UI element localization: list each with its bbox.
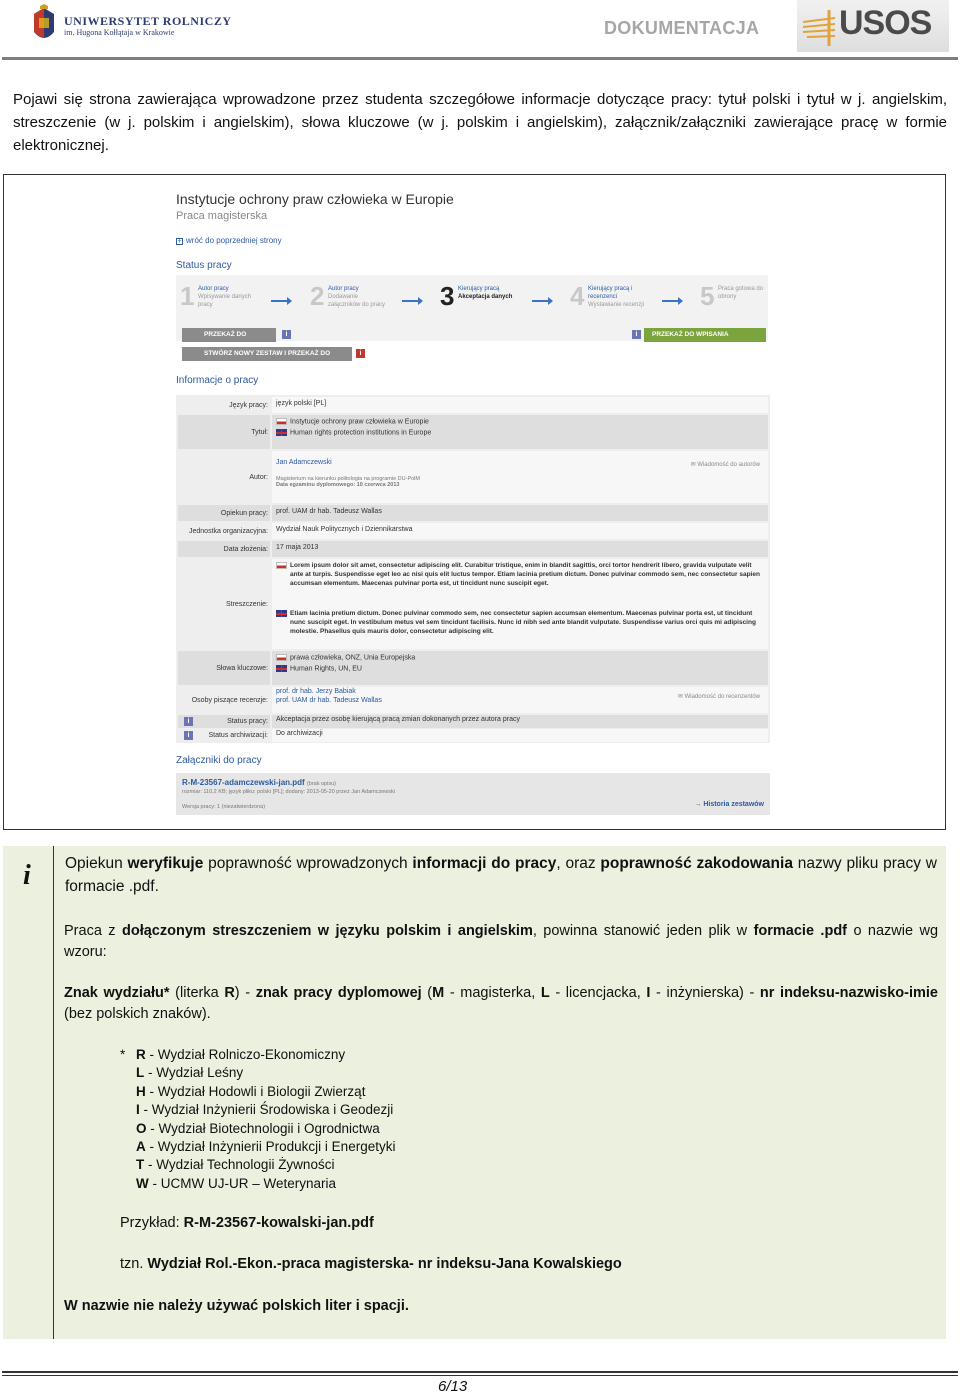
reviewer-link[interactable]: prof. dr hab. Jerzy Babiak bbox=[276, 688, 356, 695]
supervisor-link[interactable]: prof. UAM dr hab. Tadeusz Wallas bbox=[272, 505, 768, 521]
info-note bbox=[3, 846, 946, 1339]
note-divider bbox=[53, 846, 54, 1339]
row-key: Tytuł: bbox=[178, 415, 270, 449]
status-steps bbox=[176, 275, 768, 352]
info-heading: Informacje o pracy bbox=[176, 375, 259, 386]
text: Znak wydziału* bbox=[64, 985, 170, 1001]
table-row bbox=[176, 523, 770, 539]
row-key: Jednostka organizacyjna: bbox=[189, 527, 268, 535]
example-line bbox=[120, 1215, 374, 1231]
faculty-code: I bbox=[136, 1102, 140, 1118]
info-icon[interactable]: i bbox=[282, 330, 291, 339]
title-pl: Instytucje ochrony praw człowieka w Europie bbox=[290, 418, 429, 426]
faculty-name: - Wydział Technologii Żywności bbox=[144, 1157, 335, 1173]
faculty-code: O bbox=[136, 1120, 147, 1136]
title-en: Human rights protection institutions in Europe bbox=[290, 429, 432, 437]
text: Praca z bbox=[64, 923, 122, 939]
faculty-name: - Wydział Inżynierii Produkcji i Energetyki bbox=[145, 1139, 396, 1155]
footer-divider bbox=[2, 1371, 958, 1373]
new-set-label: STWÓRZ NOWY ZESTAW I PRZEKAŻ DO POPRAWY bbox=[204, 350, 331, 371]
flag-en-icon bbox=[276, 665, 287, 672]
arrow-right-icon bbox=[532, 300, 550, 302]
faculty-list bbox=[120, 1046, 395, 1193]
unit-link[interactable]: Wydział Nauk Politycznych i Dziennikarstwa bbox=[272, 523, 768, 539]
text: M bbox=[432, 985, 445, 1001]
list-item bbox=[136, 1101, 395, 1119]
attachment-filename: R-M-23567-adamczewski-jan.pdf bbox=[182, 778, 305, 787]
row-value: Do archiwizacji bbox=[272, 729, 768, 742]
text: R bbox=[224, 985, 235, 1001]
intro-paragraph: Pojawi się strona zawierająca wprowadzone przez studenta szczegółowe informacje dotyczące pracy: tytuł polski i tytuł w j. angielskim, streszczenie (w j. polskim i angielskim), słowa kluczowe (w j. polskim i angielskim), załącznik/załączniki zawierające pracę w formie elektronicznej. bbox=[13, 91, 947, 154]
usos-logo-text: USOS bbox=[839, 4, 932, 42]
row-key: Streszczenie: bbox=[225, 600, 268, 608]
table-row bbox=[176, 651, 770, 685]
step-number: 5 bbox=[700, 281, 715, 311]
no-polish-letters-note: W nazwie nie należy używać polskich liter i spacji. bbox=[64, 1298, 409, 1314]
row-value bbox=[272, 651, 768, 685]
step-desc: Akceptacja danych bbox=[458, 294, 513, 300]
info-icon[interactable]: i bbox=[184, 731, 193, 740]
usos-logo bbox=[797, 0, 949, 52]
status-heading: Status pracy bbox=[176, 260, 232, 271]
text: nazwy pliku pracy w formacie .pdf. bbox=[65, 855, 938, 895]
university-crest-icon bbox=[30, 4, 58, 48]
warning-icon[interactable]: i bbox=[356, 349, 365, 358]
step-desc: Wystawianie recenzji bbox=[588, 302, 644, 308]
abstract-en: Etiam lacinia pretium dictum. Donec pulvinar commodo sem, nec consectetur sapien accumsan elementum. Maecenas pulvinar porta est, ut tincidunt nunc suscipit eget. In vestibulum metus vel sem tincidunt facilisis. Nunc id nibh sed ante blandit vulputate. Suspendisse varius orci quis mi adipiscing molestie. Phasellus quis mauris dolor, consectetur adipiscing elit. bbox=[290, 610, 756, 635]
faculty-code: R bbox=[136, 1047, 146, 1062]
usos-screenshot bbox=[3, 174, 946, 830]
faculty-name: - Wydział Biotechnologii i Ogrodnictwa bbox=[146, 1120, 380, 1136]
header-divider bbox=[2, 57, 958, 60]
faculty-name: - Wydział Leśny bbox=[144, 1065, 244, 1081]
logo-patron: im. Hugona Kołłątaja w Krakowie bbox=[64, 28, 175, 38]
abstract-pl: Lorem ipsum dolor sit amet, consectetur adipiscing elit. Curabitur tristique, enim in blandit sagittis, orci tortor hendrerit libero, gravida vulputate velit ante at turpis. Suspendisse eget leo ac nisi quis elit luctus tempor. Etiam lacinia pretium dictum. Donec pulvinar commodo sem, nec consectetur sapien accumsan elementum. Maecenas pulvinar porta est, ut tincidunt nunc suscipit eget. bbox=[290, 562, 760, 587]
faculty-code: L bbox=[136, 1065, 145, 1081]
info-icon[interactable]: i bbox=[184, 717, 193, 726]
text: Opiekun bbox=[65, 855, 128, 872]
back-link[interactable] bbox=[176, 236, 282, 245]
row-key: Status pracy: bbox=[178, 715, 270, 728]
list-item bbox=[136, 1064, 395, 1082]
faculty-code: H bbox=[136, 1083, 146, 1099]
flag-pl-icon bbox=[276, 562, 287, 569]
supervisor-verifies-paragraph bbox=[65, 852, 937, 898]
faculty-name: - Wydział Hodowli i Biologii Zwierząt bbox=[145, 1083, 366, 1099]
file-format-paragraph bbox=[64, 921, 938, 963]
text: - magisterka, bbox=[444, 985, 541, 1001]
row-key: Autor: bbox=[249, 473, 268, 481]
list-item bbox=[136, 1046, 395, 1064]
example-meaning: Wydział Rol.-Ekon.-praca magisterska- nr indeksu-Jana Kowalskiego bbox=[147, 1256, 622, 1272]
table-row bbox=[176, 415, 770, 449]
asterisk: * bbox=[120, 1047, 126, 1062]
text: , oraz bbox=[556, 855, 601, 872]
text: L bbox=[540, 985, 550, 1001]
list-item bbox=[136, 1083, 395, 1101]
author-link[interactable]: Jan Adamczewski bbox=[276, 459, 332, 466]
step-label bbox=[718, 285, 778, 301]
reviewer-link[interactable]: prof. UAM dr hab. Tadeusz Wallas bbox=[276, 697, 382, 704]
table-row bbox=[176, 729, 770, 742]
info-icon[interactable]: i bbox=[632, 330, 641, 339]
attachment-file[interactable] bbox=[182, 778, 336, 787]
text: tzn. bbox=[120, 1256, 148, 1272]
send-to-review-button[interactable] bbox=[644, 328, 766, 352]
step-number: 2 bbox=[310, 281, 325, 311]
list-item bbox=[136, 1175, 395, 1193]
flag-pl-icon bbox=[276, 418, 287, 425]
attachment-version: Wersja pracy: 1 (niezatwierdzona) bbox=[182, 804, 266, 810]
table-row bbox=[176, 687, 770, 713]
send-back-button[interactable] bbox=[182, 328, 276, 342]
list-item bbox=[136, 1138, 395, 1156]
step-actor: Kierujący pracą bbox=[458, 286, 500, 292]
keywords-en: Human Rights, UN, EU bbox=[290, 665, 362, 673]
faculty-code: A bbox=[136, 1139, 146, 1155]
thesis-title: Instytucje ochrony praw człowieka w Europie bbox=[176, 191, 454, 207]
message-authors-label: Wiadomość do autorów bbox=[697, 462, 760, 468]
step-desc: Praca gotowa do obrony bbox=[718, 286, 764, 300]
info-icon: i bbox=[23, 860, 31, 891]
send-to-review-label: PRZEKAŻ DO WPISANIA RECENZJI bbox=[652, 331, 729, 352]
table-row bbox=[176, 541, 770, 557]
row-key: Data złożenia: bbox=[178, 541, 270, 557]
faculty-name: - Wydział Rolniczo-Ekonomiczny bbox=[145, 1047, 346, 1062]
text: weryfikuje bbox=[127, 855, 204, 872]
table-row bbox=[176, 397, 770, 413]
envelope-icon: ✉ bbox=[677, 694, 685, 700]
row-value: Akceptacja przez osobę kierującą pracą zmian dokonanych przez autora pracy bbox=[272, 715, 768, 728]
expand-icon: + bbox=[177, 238, 182, 245]
keywords-pl: prawa człowieka, ONZ, Unia Europejska bbox=[290, 654, 416, 662]
text: o nazwie wg wzoru: bbox=[64, 923, 939, 960]
row-value bbox=[272, 451, 768, 503]
text: , powinna stanowić jeden plik w bbox=[532, 923, 754, 939]
step-desc: Wpisywanie danych pracy bbox=[198, 294, 252, 308]
table-row bbox=[176, 559, 770, 649]
table-row bbox=[176, 715, 770, 728]
text: poprawność wprowadzonych bbox=[203, 855, 413, 872]
text: ) - bbox=[234, 985, 256, 1001]
step-label bbox=[458, 285, 518, 301]
footer-divider bbox=[2, 1375, 958, 1376]
step-number: 3 bbox=[440, 281, 455, 311]
message-authors-link[interactable] bbox=[691, 461, 760, 468]
text: poprawność zakodowania bbox=[600, 855, 793, 872]
message-reviewers-link[interactable] bbox=[678, 693, 760, 700]
meaning-line bbox=[120, 1256, 622, 1272]
new-set-button[interactable] bbox=[182, 347, 352, 371]
send-back-label: PRZEKAŻ DO bbox=[204, 331, 247, 338]
faculty-name: - Wydział Inżynierii Środowiska i Geodezji bbox=[139, 1102, 394, 1118]
text: formacie .pdf bbox=[753, 923, 848, 939]
envelope-icon: ✉ bbox=[690, 462, 698, 468]
text: dołączonym streszczeniem w języku polskim i angielskim bbox=[121, 923, 533, 939]
arrow-right-icon bbox=[271, 300, 289, 302]
row-key: Słowa kluczowe: bbox=[178, 651, 270, 685]
exam-date: Data egzaminu dyplomowego: 10 czerwca 2013 bbox=[276, 482, 400, 488]
list-item bbox=[136, 1156, 395, 1174]
page-header bbox=[0, 0, 960, 60]
arrow-right-icon bbox=[402, 300, 420, 302]
text: (bez polskich znaków). bbox=[64, 1006, 211, 1022]
arrow-right-icon: → bbox=[694, 801, 704, 808]
step-label bbox=[588, 285, 648, 309]
text: I bbox=[646, 985, 651, 1001]
text: ( bbox=[421, 985, 433, 1001]
back-link-label: wróć do poprzedniej strony bbox=[186, 236, 282, 245]
step-number: 4 bbox=[570, 281, 585, 311]
attachments-heading: Załączniki do pracy bbox=[176, 755, 262, 766]
author-program: Magisterium na kierunku politologia na programie DU-PolM bbox=[276, 476, 420, 482]
faculty-name: - UCMW UJ-UR – Weterynaria bbox=[148, 1175, 337, 1191]
table-row bbox=[176, 505, 770, 521]
text: znak pracy dyplomowej bbox=[255, 985, 422, 1001]
thesis-info-table bbox=[176, 395, 770, 743]
message-reviewers-label: Wiadomość do recenzentów bbox=[684, 694, 760, 700]
step-label bbox=[328, 285, 388, 309]
arrow-right-icon bbox=[662, 300, 680, 302]
row-value bbox=[272, 415, 768, 449]
faculty-code: T bbox=[136, 1157, 145, 1173]
row-value: 17 maja 2013 bbox=[272, 541, 768, 557]
step-actor: Kierujący pracą i recenzenci bbox=[588, 286, 633, 300]
history-label: Historia zestawów bbox=[703, 801, 764, 808]
row-key: Status archiwizacji: bbox=[208, 732, 268, 739]
faculty-code: W bbox=[136, 1175, 149, 1191]
attachment-note: (brak opisu) bbox=[306, 781, 336, 787]
text: (literka bbox=[169, 985, 225, 1001]
step-actor: Autor pracy bbox=[198, 286, 229, 292]
text: Przykład: bbox=[120, 1215, 184, 1231]
list-item bbox=[136, 1120, 395, 1138]
step-actor: Autor pracy bbox=[328, 286, 359, 292]
university-logo bbox=[30, 4, 231, 48]
row-value bbox=[272, 559, 768, 649]
text: - licencjacka, bbox=[549, 985, 647, 1001]
flag-en-icon bbox=[276, 610, 287, 617]
row-value bbox=[272, 687, 768, 713]
page-number: 6/13 bbox=[438, 1378, 468, 1395]
attachment-meta: rozmiar: 110,2 KB; język pliku: polski [PL]; dodany: 2013-05-20 przez Jan Adamczewski bbox=[182, 789, 395, 795]
thesis-type: Praca magisterska bbox=[176, 210, 268, 222]
step-desc: Dodawanie załączników do pracy bbox=[328, 294, 386, 308]
documentation-label: DOKUMENTACJA bbox=[604, 18, 760, 38]
history-link[interactable] bbox=[694, 801, 764, 808]
logo-name: UNIWERSYTET ROLNICZY bbox=[64, 13, 232, 28]
text: - inżynierska) - bbox=[650, 985, 760, 1001]
step-label bbox=[198, 285, 258, 309]
text: nr indeksu-nazwisko-imie bbox=[759, 985, 938, 1001]
example-filename: R-M-23567-kowalski-jan.pdf bbox=[183, 1215, 374, 1231]
flag-en-icon bbox=[276, 429, 287, 436]
flag-pl-icon bbox=[276, 654, 287, 661]
file-name-pattern-paragraph bbox=[64, 983, 938, 1025]
row-key: Osoby piszące recenzje: bbox=[191, 696, 268, 704]
row-key: Opiekun pracy: bbox=[178, 505, 270, 521]
text: informacji do pracy bbox=[412, 855, 557, 872]
row-key: Język pracy: bbox=[229, 401, 268, 409]
table-row bbox=[176, 451, 770, 503]
step-number: 1 bbox=[180, 281, 195, 311]
attachment-box bbox=[176, 773, 770, 815]
row-value: język polski [PL] bbox=[272, 397, 768, 413]
